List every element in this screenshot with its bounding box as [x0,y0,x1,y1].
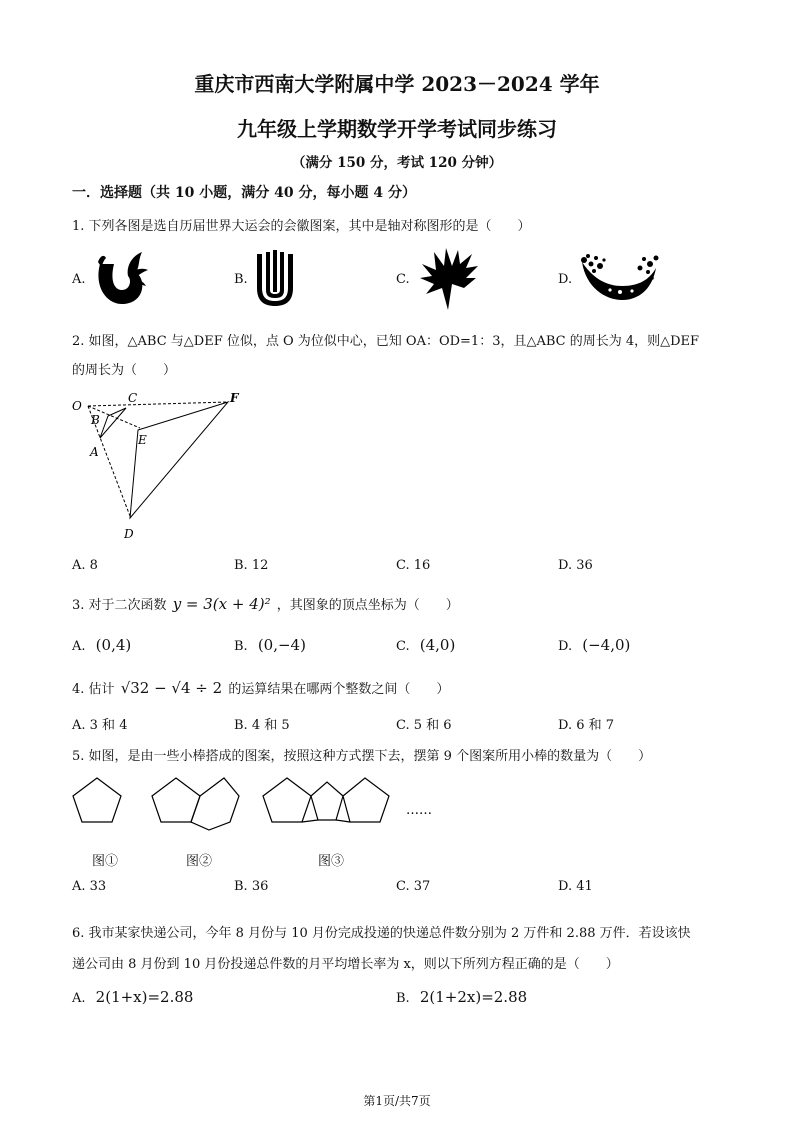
question-6-stem-line2: 递公司由 8 月份到 10 月份投递总件数的月平均增长率为 x，则以下所列方程正确的是（ ） [72,957,619,972]
q6-option-b-letter: B. [396,991,410,1006]
q3-option-d-value: (−4,0) [582,636,631,654]
q5-option-a: A. 33 [72,879,107,894]
figure-2-caption: 图② [186,854,213,869]
point-o-label: O [72,399,82,413]
q3-option-d-letter: D. [558,639,573,654]
q3-option-b [234,636,306,654]
point-b-label: B [91,413,100,427]
page-title-line1: 重庆市西南大学附属中学 2023－2024 学年 [194,72,600,96]
figure-3-caption: 图③ [318,854,345,869]
question-5-stem: 5. 如图，是由一些小棒搭成的图案，按照这种方式摆下去，摆第 9 个图案所用小棒的数量为（ ） [72,749,652,764]
q5-option-d: D. 41 [558,879,593,894]
point-c-label: C [128,391,138,405]
q3-stem-prefix: 3. 对于二次函数 [72,598,167,613]
point-f-label: F [230,391,239,405]
section-heading: 一．选择题（共 10 小题，满分 40 分，每小题 4 分） [72,185,416,201]
question-6-stem-line1: 6. 我市某家快递公司，今年 8 月份与 10 月份完成投递的快递总件数分别为 2 万件和 2.88 万件．若设该快 [72,926,691,941]
q4-stem-prefix: 4. 估计 [72,682,115,697]
q3-option-c-value: (4,0) [419,636,456,654]
q5-option-b: B. 36 [234,879,269,894]
question-3-stem [72,594,459,613]
pentagon-sequence-figure [60,770,460,840]
q1-option-a-label: A. [72,272,86,287]
q1-option-c-label: C. [396,272,410,287]
q4-stem-suffix: 的运算结果在哪两个整数之间（ ） [228,682,450,697]
q3-option-b-letter: B. [234,639,248,654]
q5-ellipsis: …… [406,803,432,818]
figure-1-caption: 图① [92,854,119,869]
q3-formula: y = 3(x + 4)² [172,595,271,613]
question-2-stem-line2: 的周长为（ ） [72,363,177,378]
q6-option-a-value: 2(1+x)=2.88 [95,988,194,1006]
point-e-label: E [138,433,147,447]
logo-c-image [418,244,482,312]
q3-option-c-letter: C. [396,639,410,654]
q3-option-b-value: (0,−4) [257,636,306,654]
q4-option-c: C. 5 和 6 [396,718,452,733]
q2-option-b: B. 12 [234,558,269,573]
q1-option-b-label: B. [234,272,248,287]
q2-option-d: D. 36 [558,558,593,573]
exam-info: （满分 150 分，考试 120 分钟） [291,155,503,171]
q2-option-a: A. 8 [72,558,98,573]
question-1-stem: 1. 下列各图是选自历届世界大运会的会徽图案，其中是轴对称图形的是（ ） [72,219,531,234]
q3-option-c [396,636,455,654]
q3-option-d [558,636,630,654]
page-title-line2: 九年级上学期数学开学考试同步练习 [237,117,557,141]
q5-option-c: C. 37 [396,879,431,894]
q2-option-c: C. 16 [396,558,431,573]
q4-option-d: D. 6 和 7 [558,718,615,733]
q4-formula: √32 − √4 ÷ 2 [120,679,223,697]
q3-option-a-value: (0,4) [95,636,132,654]
q6-option-b-value: 2(1+2x)=2.88 [419,988,528,1006]
q3-option-a-letter: A. [72,639,86,654]
question-2-stem-line1: 2. 如图，△ABC 与△DEF 位似，点 O 为位似中心，已知 OA：OD=1：3，且△ABC 的周长为 4，则△DEF [72,334,700,349]
point-a-label: A [90,445,99,459]
q4-option-a: A. 3 和 4 [72,718,128,733]
q3-stem-suffix: ，其图象的顶点坐标为（ ） [276,598,459,613]
question-4-stem [72,678,449,697]
q3-option-a [72,636,131,654]
point-d-label: D [124,527,134,541]
q1-option-d-label: D. [558,272,573,287]
q6-option-b [396,988,527,1006]
logo-a-image [92,250,148,308]
homothety-triangle-figure [60,388,260,548]
logo-b-image [255,250,295,308]
q6-option-a-letter: A. [72,991,86,1006]
logo-d-image [580,254,660,304]
q6-option-a [72,988,193,1006]
page-number: 第1页/共7页 [363,1094,431,1108]
q4-option-b: B. 4 和 5 [234,718,290,733]
